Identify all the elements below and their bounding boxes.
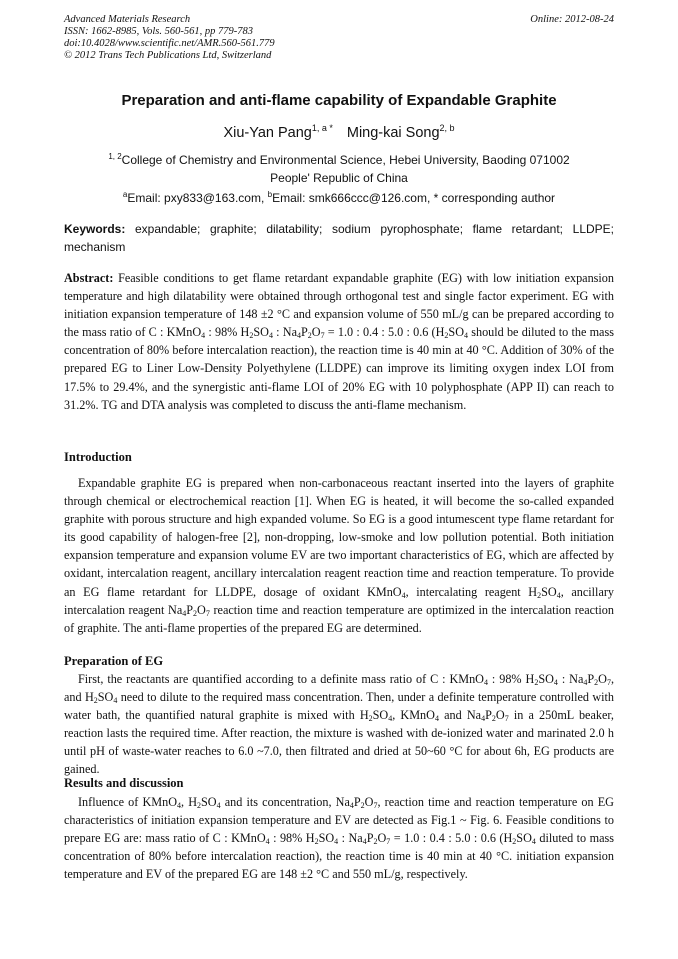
preparation-heading: Preparation of EG xyxy=(64,654,164,668)
journal-header xyxy=(64,14,275,62)
introduction-heading: Introduction xyxy=(64,450,132,464)
keywords-label: Keywords: xyxy=(64,222,126,236)
introduction-body xyxy=(64,474,614,637)
issn-line: ISSN: 1662-8985, Vols. 560-561, pp 779-783 xyxy=(64,26,253,37)
online-date: Online: 2012-08-24 xyxy=(530,14,614,25)
preparation-paragraph: First, the reactants are quantified according to a definite mass ratio of C : KMnO$_4$ : 98% $H_2SO_4$ : $Na_4P_2O_7$, and $H_2SO_4$ need to dilute to the required mass concentration. Then, under a definite temperature controlled with water bath, the quantified natural graphite is mixed with $H_2SO_4$, KMnO$_4$ and $Na_4P_2O_7$ in a 250mL beaker, reaction lasts the required time. After reaction, the mixture is washed with de-ionized water and marinated 2.0 h until pH of waste-water reaches to 6.0 ~7.0, then filtrated and dried at 50~60 °C for about 6h, EG products are gained. xyxy=(64,672,615,777)
email-a: Email: pxy833@163.com, xyxy=(127,191,268,205)
abstract-paragraph: Abstract: Feasible conditions to get flame retardant expandable graphite (EG) with low initiation expansion temperature and high dilatability were obtained through orthogonal test and single factor experiment. EG with initiation expansion temperature of 148 ±2 °C and expansion volume of 550 mL/g can be prepared according to the mass ratio of C : KMnO$_4$ : 98% $H_2SO_4$ : $Na_4P_2O_7 = 1.0$ : 0.4 : 5.0 : 0.6 ($H_2SO_4$ should be diluted to the mass concentration of 80% before intercalation reaction), the reaction time is 40 min at 40 °C. Addition of 30% of the prepared EG to Liner Low-Density Polyethylene (LLDPE) can improve its limiting oxygen index LOI from 17.5% to 29.4%, and the synergistic anti-flame LOI of 20% EG with 10 polyphosphate (APP II) can reach to 31.2%. TG and DTA analysis was completed to discuss the anti-flame mechanism. xyxy=(64,271,614,412)
introduction-paragraph: Expandable graphite EG is prepared when non-carbonaceous reactant inserted into the layers of graphite through chemical or electrochemical reaction [1]. When EG is heated, it will become the so-called expanded graphite with porous structure and high expanded volume. So EG is a good intumescent type flame retardant for its good capability of halogen-free [2], non-dropping, low-smoke and low pollution potential. Both initiation expansion temperature and expansion volume EV are two important characteristics of EG, which are affected by oxidant, intercalation reagent, ancillary intercalation reagent reaction time and reaction temperature. To provide an EG flame retardant for LLDPE, dosage of oxidant KMnO$_4$, intercalating reagent $H_2SO_4$, ancillary intercalation reagent $Na_4P_2O_7$ reaction time and reaction temperature are optimized in the intercalation reaction of graphite. The anti-flame properties of the prepared EG are determined. xyxy=(64,476,615,635)
keywords-text: expandable; graphite; dilatability; sodium pyrophosphate; flame retardant; LLDPE; mechanism xyxy=(64,222,614,254)
author-line xyxy=(0,123,678,141)
results-heading: Results and discussion xyxy=(64,776,184,790)
abstract xyxy=(64,269,614,414)
affiliation-line-2: People' Republic of China xyxy=(270,171,408,185)
abstract-label: Abstract: xyxy=(64,271,114,285)
email-line xyxy=(0,190,678,205)
author-1: Xiu-Yan Pang xyxy=(223,124,312,141)
keywords xyxy=(64,220,614,256)
results-body xyxy=(64,793,614,883)
author-2-sup: 2, b xyxy=(439,123,455,133)
email-a-sup: a xyxy=(122,190,128,199)
email-b: Email: smk666ccc@126.com, * corresponding author xyxy=(272,191,556,205)
email-b-sup: b xyxy=(267,190,273,199)
copyright-line: © 2012 Trans Tech Publications Ltd, Switzerland xyxy=(64,50,272,61)
affiliation-text: College of Chemistry and Environmental Science, Hebei University, Baoding 071002 xyxy=(121,153,570,167)
author-1-sup: 1, a * xyxy=(311,123,333,133)
preparation-body xyxy=(64,670,614,779)
affiliation-sup: 1, 2 xyxy=(108,152,122,161)
results-paragraph: Influence of KMnO$_4$, $H_2SO_4$ and its concentration, $Na_4P_2O_7$, reaction time and reaction temperature on EG characteristics of initiation expansion temperature and EV are detected as Fig.1 ~ Fig. 6. Feasible conditions to prepare EG are: mass ratio of C : KMnO$_4$ : 98% $H_2SO_4$ : $Na_4P_2O_7 = 1.0$ : 0.4 : 5.0 : 0.6 ($H_2SO_4$ diluted to mass concentration of 80% before intercalation reaction), the reaction time is 40 min at 40 °C. initiation expansion temperature and EV of the prepared EG are 148 ±2 °C and 550 mL/g, respectively. xyxy=(64,795,614,882)
journal-name: Advanced Materials Research xyxy=(64,14,191,25)
affiliation-line-1 xyxy=(0,152,678,167)
doi-line: doi:10.4028/www.scientific.net/AMR.560-561.779 xyxy=(64,38,275,49)
paper-title: Preparation and anti-flame capability of Expandable Graphite xyxy=(121,92,557,109)
author-2: Ming-kai Song xyxy=(346,124,440,141)
